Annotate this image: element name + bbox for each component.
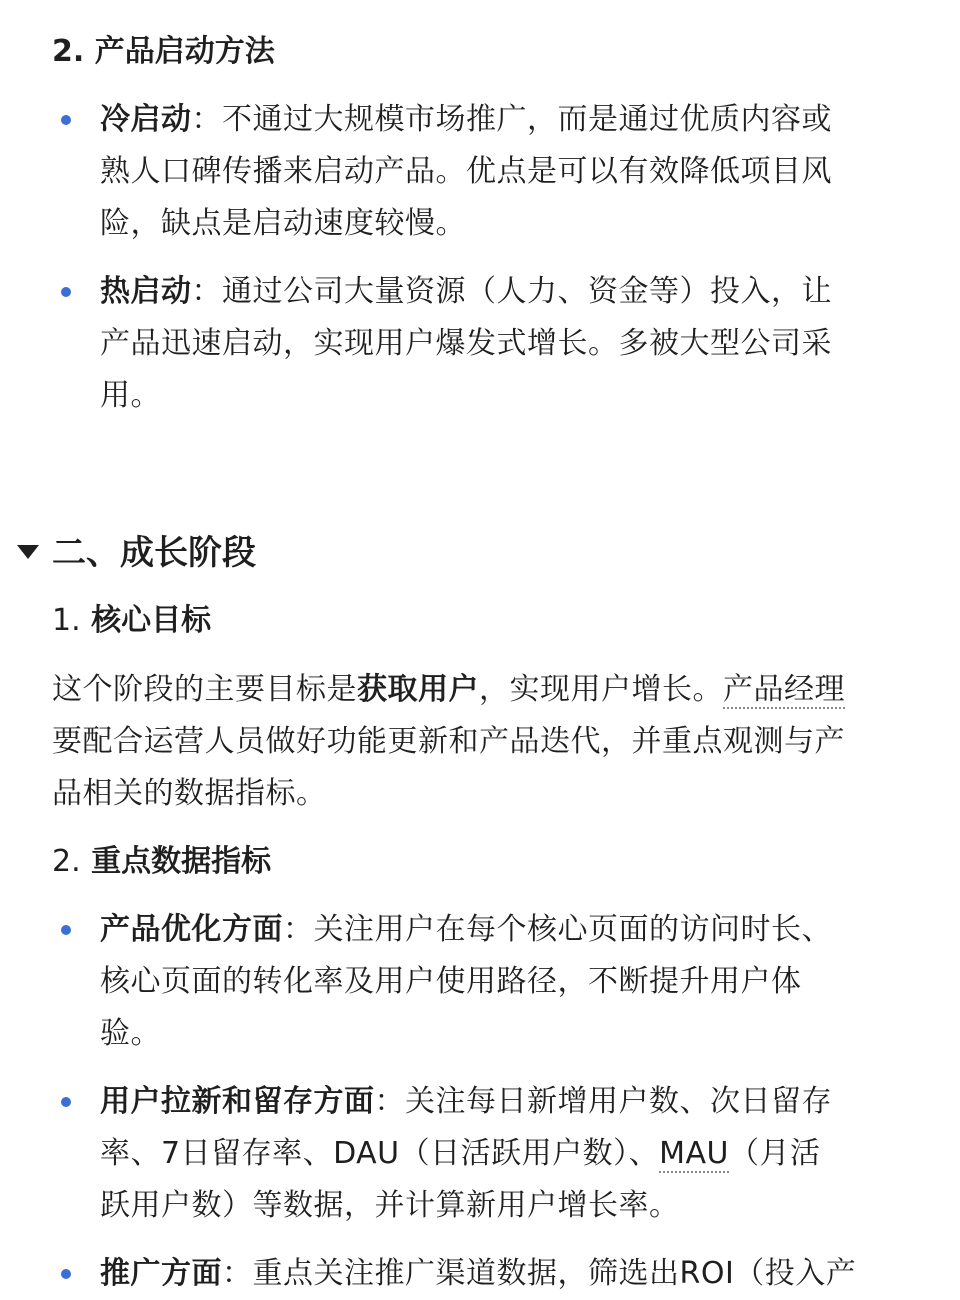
heading-text: 重点数据指标	[91, 844, 272, 879]
list-item-user-acquisition-retention	[100, 1076, 832, 1232]
heading-text: 核心目标	[91, 603, 212, 638]
bullet-icon	[61, 1269, 71, 1279]
bullet-icon	[61, 287, 71, 297]
list-item-line: 核心页面的转化率及用户使用路径，不断提升用户体	[100, 964, 802, 999]
heading-launch-methods	[52, 32, 275, 72]
section-title-growth-stage[interactable]: 二、成长阶段	[52, 533, 256, 573]
list-item-line: 验。	[100, 1016, 161, 1051]
list-item-line: 推广方面：重点关注推广渠道数据，筛选出ROI（投入产	[100, 1256, 857, 1291]
list-item-cold-start	[100, 94, 832, 250]
list-item-line: 熟人口碑传播来启动产品。优点是可以有效降低项目风	[100, 154, 832, 189]
bold-text: 获取用户	[357, 672, 479, 707]
list-item-line: 用。	[100, 378, 161, 413]
list-item-product-optimization	[100, 904, 832, 1060]
bullet-icon	[61, 925, 71, 935]
list-item-term: 产品优化方面	[100, 912, 283, 947]
list-item-line: 跃用户数）等数据，并计算新用户增长率。	[100, 1188, 680, 1223]
list-item-promotion	[100, 1248, 856, 1300]
heading-number: 2.	[52, 844, 81, 879]
bullet-icon	[61, 1097, 71, 1107]
heading-number: 1.	[52, 603, 81, 638]
collapse-caret-icon[interactable]	[17, 545, 39, 559]
glossary-link-product-manager[interactable]: 产品经理	[723, 672, 845, 707]
list-item-line: 热启动：通过公司大量资源（人力、资金等）投入，让	[100, 274, 832, 309]
list-item-term: 冷启动	[100, 102, 192, 137]
glossary-link-mau[interactable]: MAU	[659, 1136, 730, 1171]
paragraph-line: 这个阶段的主要目标是获取用户，实现用户增长。产品经理	[52, 672, 845, 707]
paragraph-core-goal	[52, 664, 845, 820]
paragraph-line: 要配合运营人员做好功能更新和产品迭代，并重点观测与产	[52, 724, 845, 759]
list-item-line: 产品优化方面：关注用户在每个核心页面的访问时长、	[100, 912, 832, 947]
bullet-icon	[61, 115, 71, 125]
list-item-term: 热启动	[100, 274, 192, 309]
list-item-hot-start	[100, 266, 832, 422]
heading-core-goal	[52, 601, 211, 641]
list-item-term: 推广方面	[100, 1256, 222, 1291]
heading-number: 2.	[52, 34, 85, 69]
list-item-term: 用户拉新和留存方面	[100, 1084, 375, 1119]
list-item-line: 冷启动：不通过大规模市场推广，而是通过优质内容或	[100, 102, 832, 137]
heading-text: 产品启动方法	[94, 34, 275, 69]
list-item-line: 产品迅速启动，实现用户爆发式增长。多被大型公司采	[100, 326, 832, 361]
heading-key-metrics	[52, 842, 271, 882]
paragraph-line: 品相关的数据指标。	[52, 776, 327, 811]
list-item-line: 用户拉新和留存方面：关注每日新增用户数、次日留存	[100, 1084, 832, 1119]
list-item-line: 险，缺点是启动速度较慢。	[100, 206, 466, 241]
list-item-line: 率、7日留存率、DAU（日活跃用户数）、MAU（月活	[100, 1136, 821, 1171]
